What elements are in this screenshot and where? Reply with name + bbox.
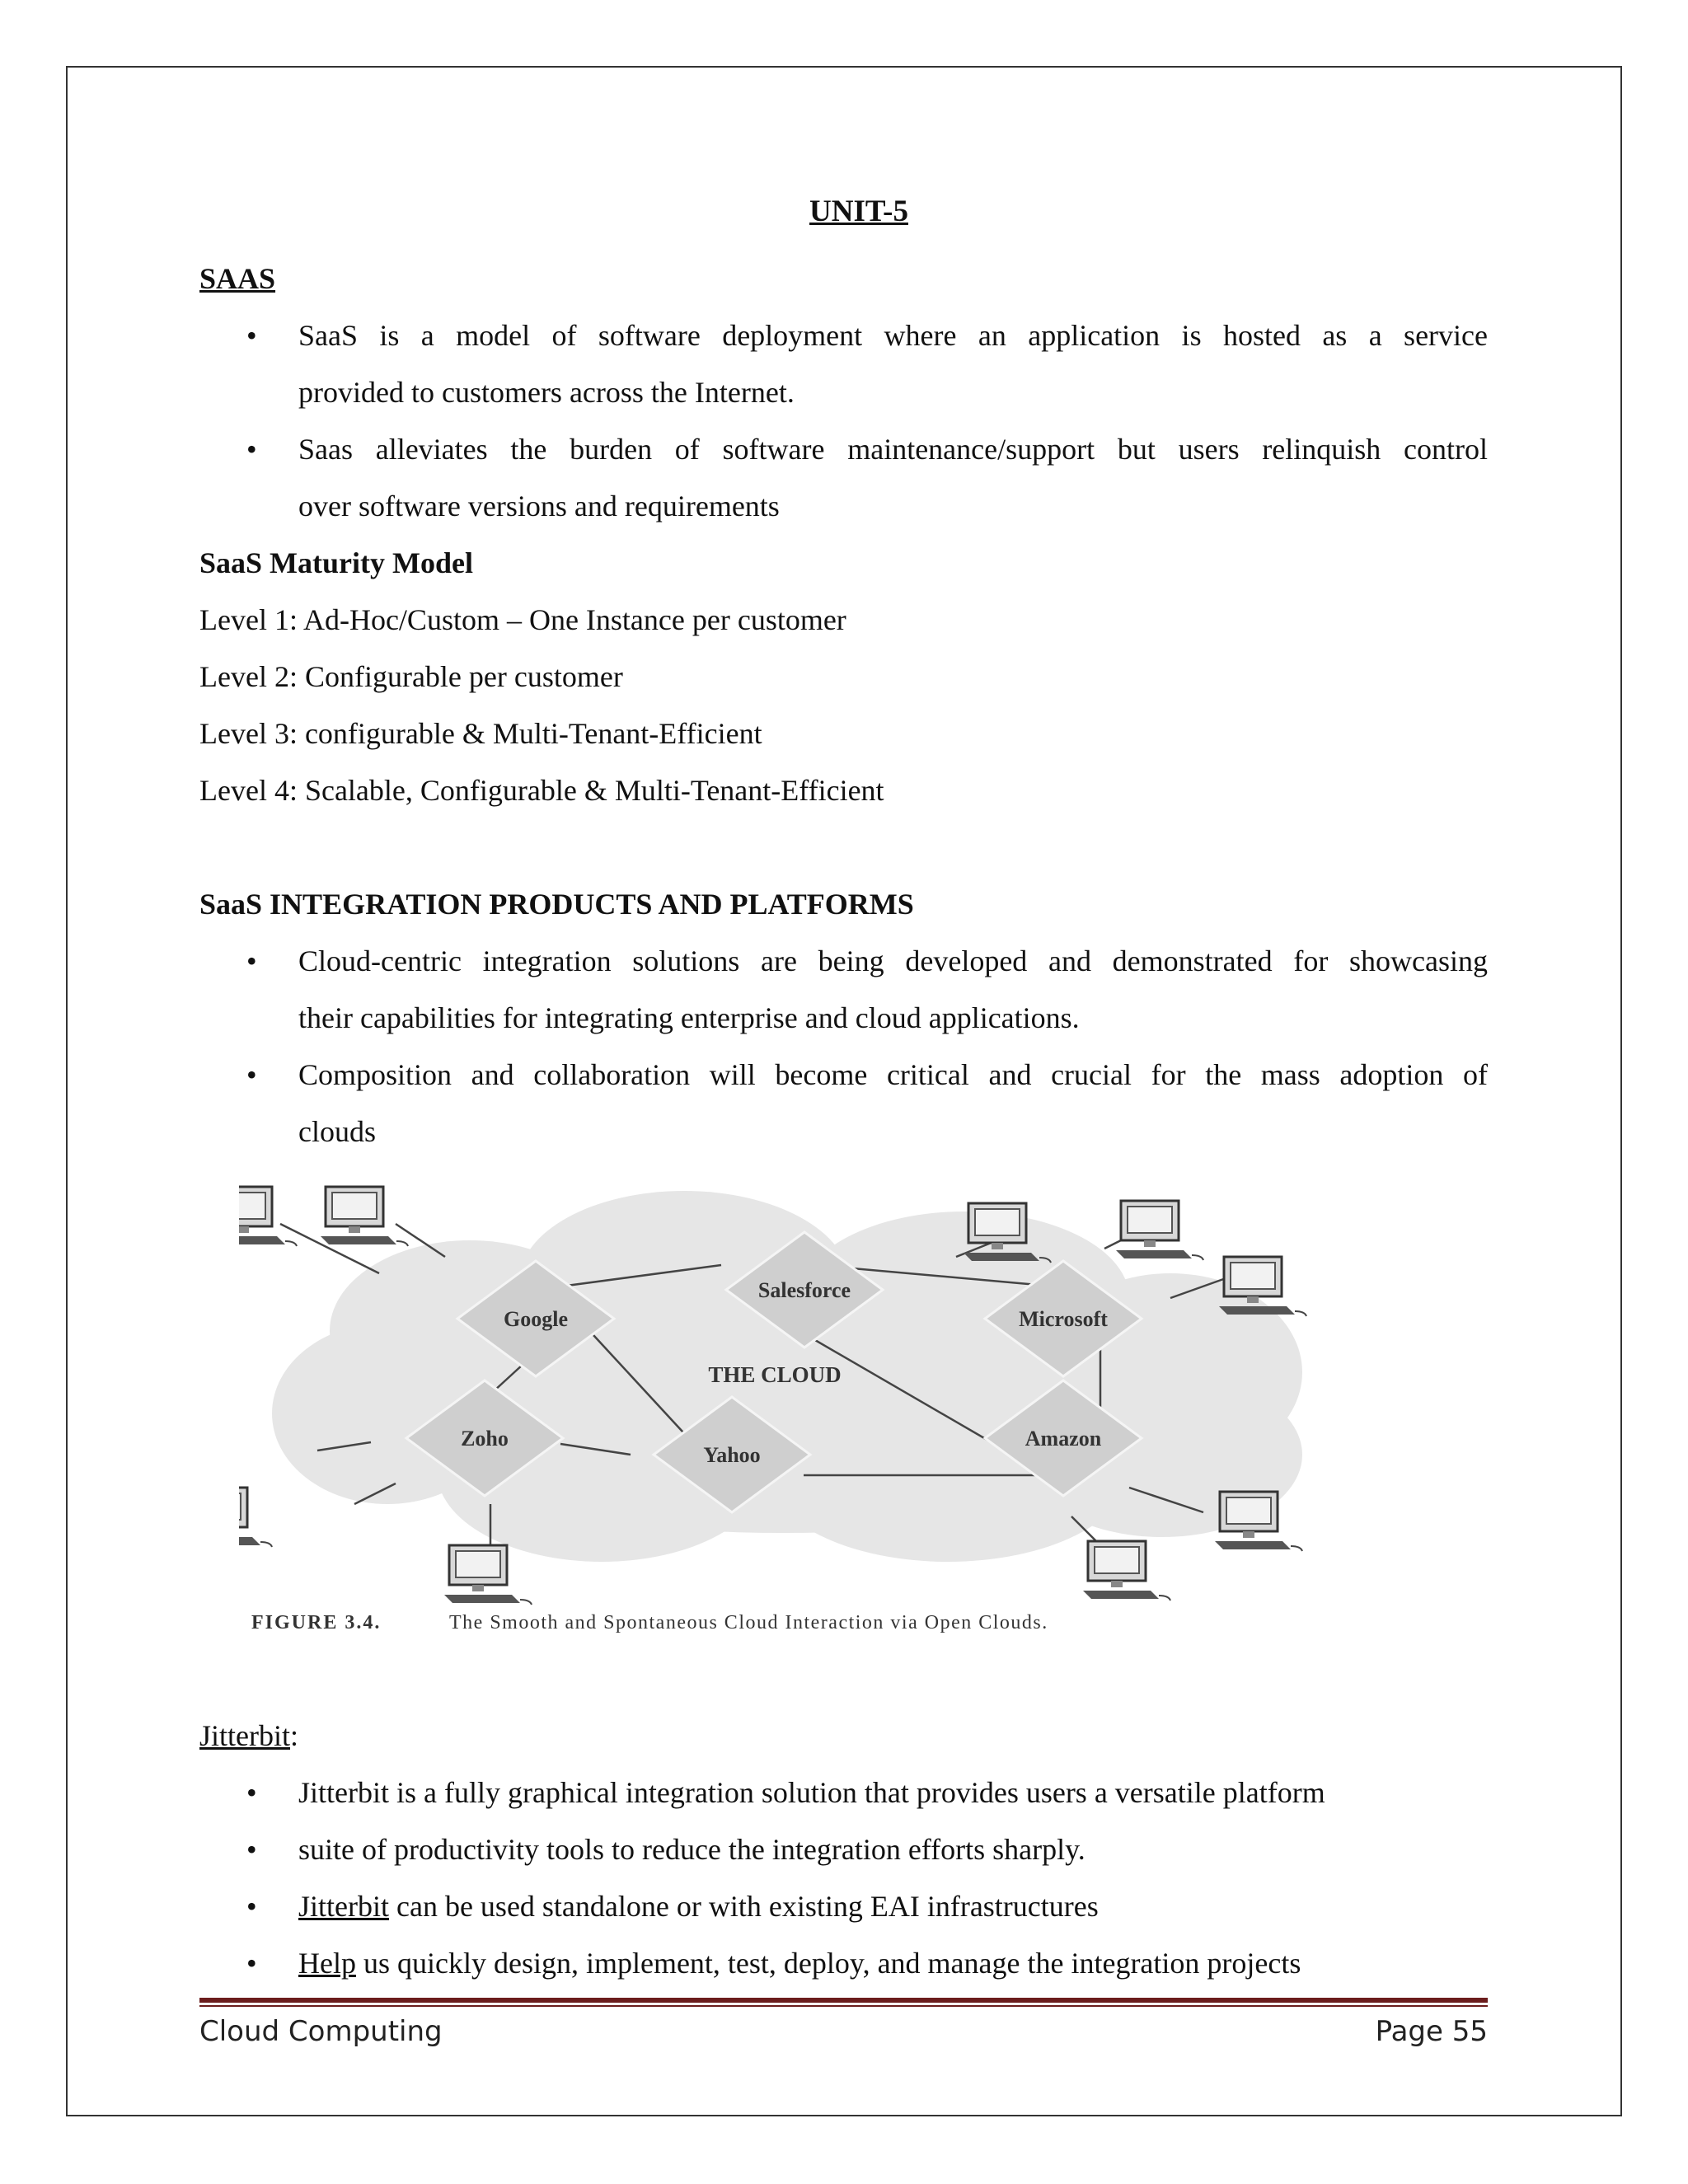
page-number: Page 55 bbox=[1375, 2015, 1488, 2048]
jitterbit-heading: Jitterbit: bbox=[199, 1719, 299, 1752]
figure-caption-label: FIGURE 3.4. bbox=[251, 1612, 382, 1633]
integration-heading: SaaS INTEGRATION PRODUCTS AND PLATFORMS bbox=[199, 888, 914, 921]
list-item: • SaaS is a model of software deployment where an application is hosted as a service provided to customers across the Internet. bbox=[199, 307, 1488, 421]
footer-title: Cloud Computing bbox=[199, 2015, 443, 2048]
list-item: • Cloud-centric integration solutions are being developed and demonstrated for showcasing their capabilities for integrating enterprise and cloud applications. bbox=[199, 933, 1488, 1047]
node-zoho: Zoho bbox=[461, 1427, 509, 1451]
cloud-center-label: THE CLOUD bbox=[708, 1362, 842, 1387]
computer-icon bbox=[1116, 1201, 1203, 1260]
computer-icon bbox=[321, 1187, 408, 1246]
list-item: • Jitterbit can be used standalone or with existing EAI infrastructures bbox=[199, 1878, 1488, 1935]
list-item: • Jitterbit is a fully graphical integration solution that provides users a versatile platform bbox=[199, 1765, 1488, 1821]
bullet-icon: • bbox=[246, 433, 257, 466]
list-item: • Composition and collaboration will become critical and crucial for the mass adoption of clouds bbox=[199, 1047, 1488, 1160]
computer-icon bbox=[1215, 1492, 1302, 1551]
bullet-icon: • bbox=[246, 1833, 257, 1866]
node-amazon: Amazon bbox=[1025, 1427, 1102, 1451]
cloud-figure bbox=[239, 1174, 1327, 1652]
page-footer bbox=[199, 2011, 1488, 2052]
computer-icon bbox=[1219, 1257, 1306, 1316]
cloud-diagram bbox=[239, 1174, 1327, 1652]
footer-rule bbox=[199, 1998, 1488, 2003]
jitterbit-section bbox=[199, 1708, 1488, 1992]
computer-icon bbox=[1083, 1541, 1170, 1601]
node-yahoo: Yahoo bbox=[703, 1443, 761, 1467]
list-item: • Help us quickly design, implement, test, deploy, and manage the integration projects bbox=[199, 1935, 1488, 1992]
bullet-icon: • bbox=[246, 1890, 257, 1923]
bullet-icon: • bbox=[246, 319, 257, 352]
bullet-icon: • bbox=[246, 1776, 257, 1809]
maturity-heading: SaaS Maturity Model bbox=[199, 546, 473, 579]
figure-caption-text: The Smooth and Spontaneous Cloud Interaction via Open Clouds. bbox=[449, 1612, 1048, 1633]
computer-icon bbox=[239, 1488, 272, 1547]
node-microsoft: Microsoft bbox=[1019, 1307, 1108, 1331]
unit-title: UNIT-5 bbox=[809, 194, 908, 228]
footer-rule bbox=[199, 2005, 1488, 2007]
bullet-icon: • bbox=[246, 1058, 257, 1091]
bullet-icon: • bbox=[246, 1947, 257, 1980]
list-item: • Saas alleviates the burden of software maintenance/support but users relinquish control over software versions and requirements bbox=[199, 421, 1488, 535]
computer-icon bbox=[444, 1545, 532, 1605]
computer-icon bbox=[239, 1187, 297, 1246]
saas-section bbox=[199, 251, 1488, 1160]
maturity-level: Level 2: Configurable per customer bbox=[199, 660, 623, 693]
maturity-level: Level 4: Scalable, Configurable & Multi-Tenant-Efficient bbox=[199, 774, 884, 807]
maturity-level: Level 1: Ad-Hoc/Custom – One Instance per customer bbox=[199, 603, 846, 636]
bullet-icon: • bbox=[246, 944, 257, 977]
node-salesforce: Salesforce bbox=[757, 1278, 851, 1302]
node-google: Google bbox=[504, 1307, 568, 1331]
maturity-level: Level 3: configurable & Multi-Tenant-Efficient bbox=[199, 717, 762, 750]
list-item: • suite of productivity tools to reduce the integration efforts sharply. bbox=[199, 1821, 1488, 1878]
saas-heading: SAAS bbox=[199, 262, 276, 295]
